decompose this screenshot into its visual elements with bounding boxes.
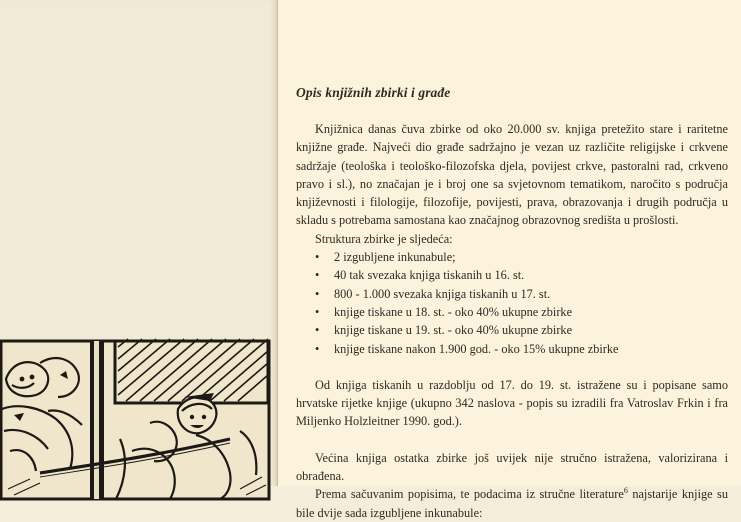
footnote-ref: 6: [623, 486, 628, 496]
list-item: • 2 izgubljene inkunabule;: [315, 248, 728, 266]
section-title: Opis knjižnih zbirki i građe: [296, 85, 451, 100]
woodcut-illustration: [0, 339, 270, 499]
right-page: [278, 0, 741, 520]
list-item: • knjige tiskane nakon 1.900 god. - oko 15% ukupne zbirke: [315, 340, 728, 358]
list-item: • 40 tak svezaka knjiga tiskanih u 16. st.: [315, 266, 728, 284]
paragraph-oldest-books-start: Prema sačuvanim popisima, te podacima iz stručne literature: [315, 487, 624, 502]
list-item: • knjige tiskane u 18. st. - oko 40% ukupne zbirke: [315, 303, 728, 321]
paragraph-remaining-collection: Većina knjiga ostatka zbirke još uvijek nije stručno istražena, valorizirana i obrađena.: [296, 450, 728, 484]
paragraph-croatian-books: Od knjiga tiskanih u razdoblju od 17. do 19. st. istražene su i popisane samo hrvatske rijetke knjige (ukupno 342 naslova - popis su izradili fra Vatroslav Frkin i fra Miljenko Holzleitner 1990. god.).: [296, 377, 728, 429]
paragraph-collection-overview: Knjižnica danas čuva zbirke od oko 20.000 sv. knjiga pretežito stare i raritetne knjižne građe. Najveći dio građe sadržajno je vezan uz različite religijske i crkvene sadržaje (teološka i teološko-filozofska djela, povijest crkve, pastoralni rad, crkveno pravo i sl.), no značajan je i broj one sa svjetovnom tematikom, naročito s područja književnosti i filologije, filozofije, povijesti, prava, obrazovanja i drugih područja u skladu s potrebama samostana kao značajnog obrazovnog središta u prošlosti.: [296, 122, 728, 228]
structure-intro: Struktura zbirke je sljedeća:: [315, 231, 453, 246]
structure-list: [296, 248, 728, 358]
list-item: • knjige tiskane u 19. st. - oko 40% ukupne zbirke: [315, 321, 728, 339]
list-item: • 800 - 1.000 svezaka knjiga tiskanih u 17. st.: [315, 285, 728, 303]
paragraph-oldest-books: [296, 485, 728, 522]
left-page: [0, 0, 278, 486]
body-text: [296, 120, 728, 522]
paragraph-oldest-books-end: najstarije knjige su bile dvije sada izgubljene inkunabule:: [296, 487, 728, 520]
